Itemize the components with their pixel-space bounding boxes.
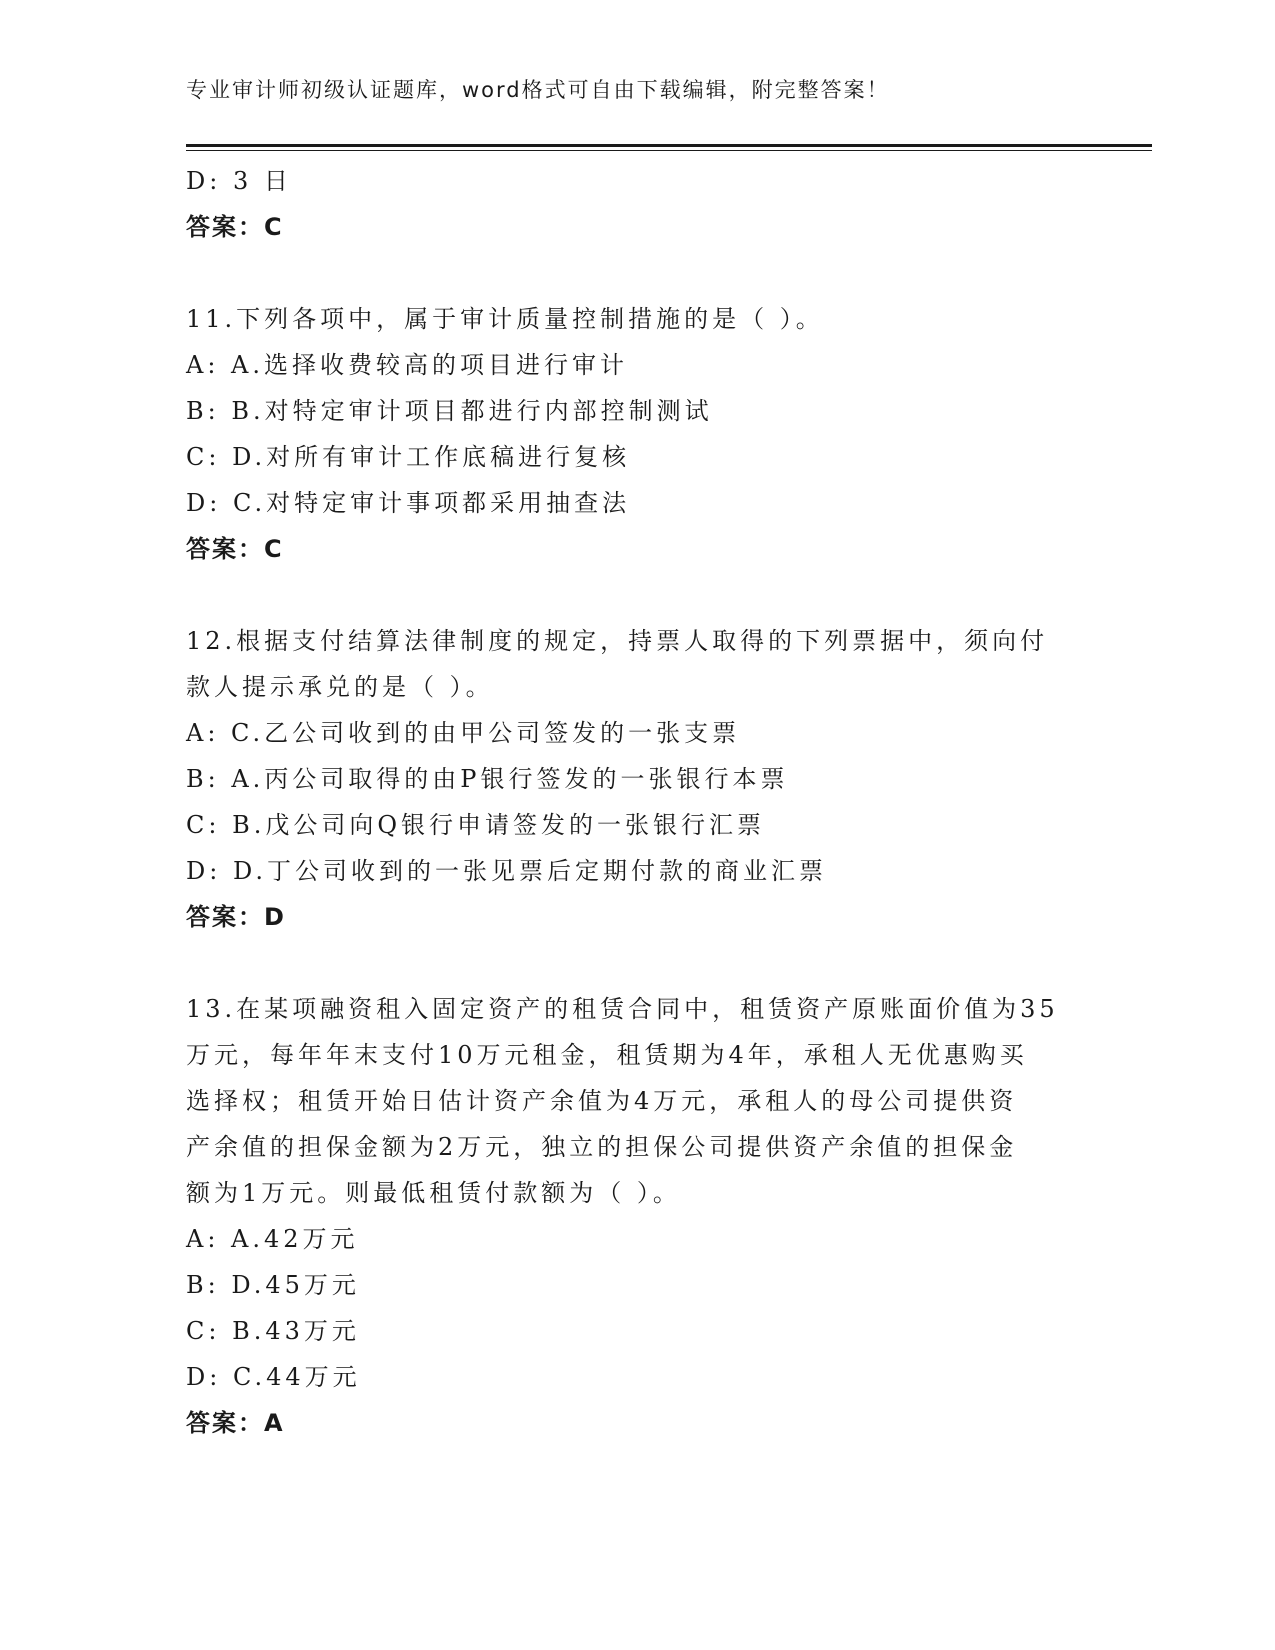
spacer [186, 940, 1086, 986]
answer-line: 答案：C [186, 213, 284, 241]
option-d: D: 3 日 [186, 167, 292, 195]
option-c: C: B.戊公司向Q银行申请签发的一张银行汇票 [186, 811, 766, 839]
option-d: D: D.丁公司收到的一张见票后定期付款的商业汇票 [186, 857, 827, 885]
question-stem-line: 万元，每年年末支付10万元租金，租赁期为4年，承租人无优惠购买 [186, 1041, 1028, 1069]
answer-line: 答案：C [186, 535, 284, 563]
spacer [186, 572, 1086, 618]
question-13 [186, 986, 1086, 1446]
answer-line: 答案：D [186, 903, 286, 931]
option-b: B: B.对特定审计项目都进行内部控制测试 [186, 397, 713, 425]
question-stem-line: 13.在某项融资租入固定资产的租赁合同中，租赁资产原账面价值为35 [186, 995, 1059, 1023]
option-d: D: C.对特定审计事项都采用抽查法 [186, 489, 631, 517]
option-c: C: B.43万元 [186, 1317, 360, 1345]
option-b: B: A.丙公司取得的由P银行签发的一张银行本票 [186, 765, 789, 793]
header-divider-thin [186, 150, 1152, 151]
document-body [186, 158, 1086, 1446]
option-a: A: A.42万元 [186, 1225, 359, 1253]
question-stem-line: 产余值的担保金额为2万元，独立的担保公司提供资产余值的担保金 [186, 1133, 1018, 1161]
question-stem-line: 额为1万元。则最低租赁付款额为（ ）。 [186, 1179, 681, 1207]
header-divider-thick [186, 144, 1152, 147]
question-stem-line: 选择权；租赁开始日估计资产余值为4万元，承租人的母公司提供资 [186, 1087, 1018, 1115]
question-stem-line: 款人提示承兑的是（ ）。 [186, 673, 494, 701]
option-b: B: D.45万元 [186, 1271, 360, 1299]
answer-line: 答案：A [186, 1409, 285, 1437]
question-stem-line: 12.根据支付结算法律制度的规定，持票人取得的下列票据中，须向付 [186, 627, 1049, 655]
question-stem: 11.下列各项中，属于审计质量控制措施的是（ ）。 [186, 305, 824, 333]
question-11 [186, 296, 1086, 572]
option-a: A: C.乙公司收到的由甲公司签发的一张支票 [186, 719, 741, 747]
option-c: C: D.对所有审计工作底稿进行复核 [186, 443, 631, 471]
page-header: 专业审计师初级认证题库，word格式可自由下载编辑，附完整答案！ [186, 78, 890, 102]
option-d: D: C.44万元 [186, 1363, 361, 1391]
spacer [186, 250, 1086, 296]
question-12 [186, 618, 1086, 940]
option-a: A: A.选择收费较高的项目进行审计 [186, 351, 629, 379]
